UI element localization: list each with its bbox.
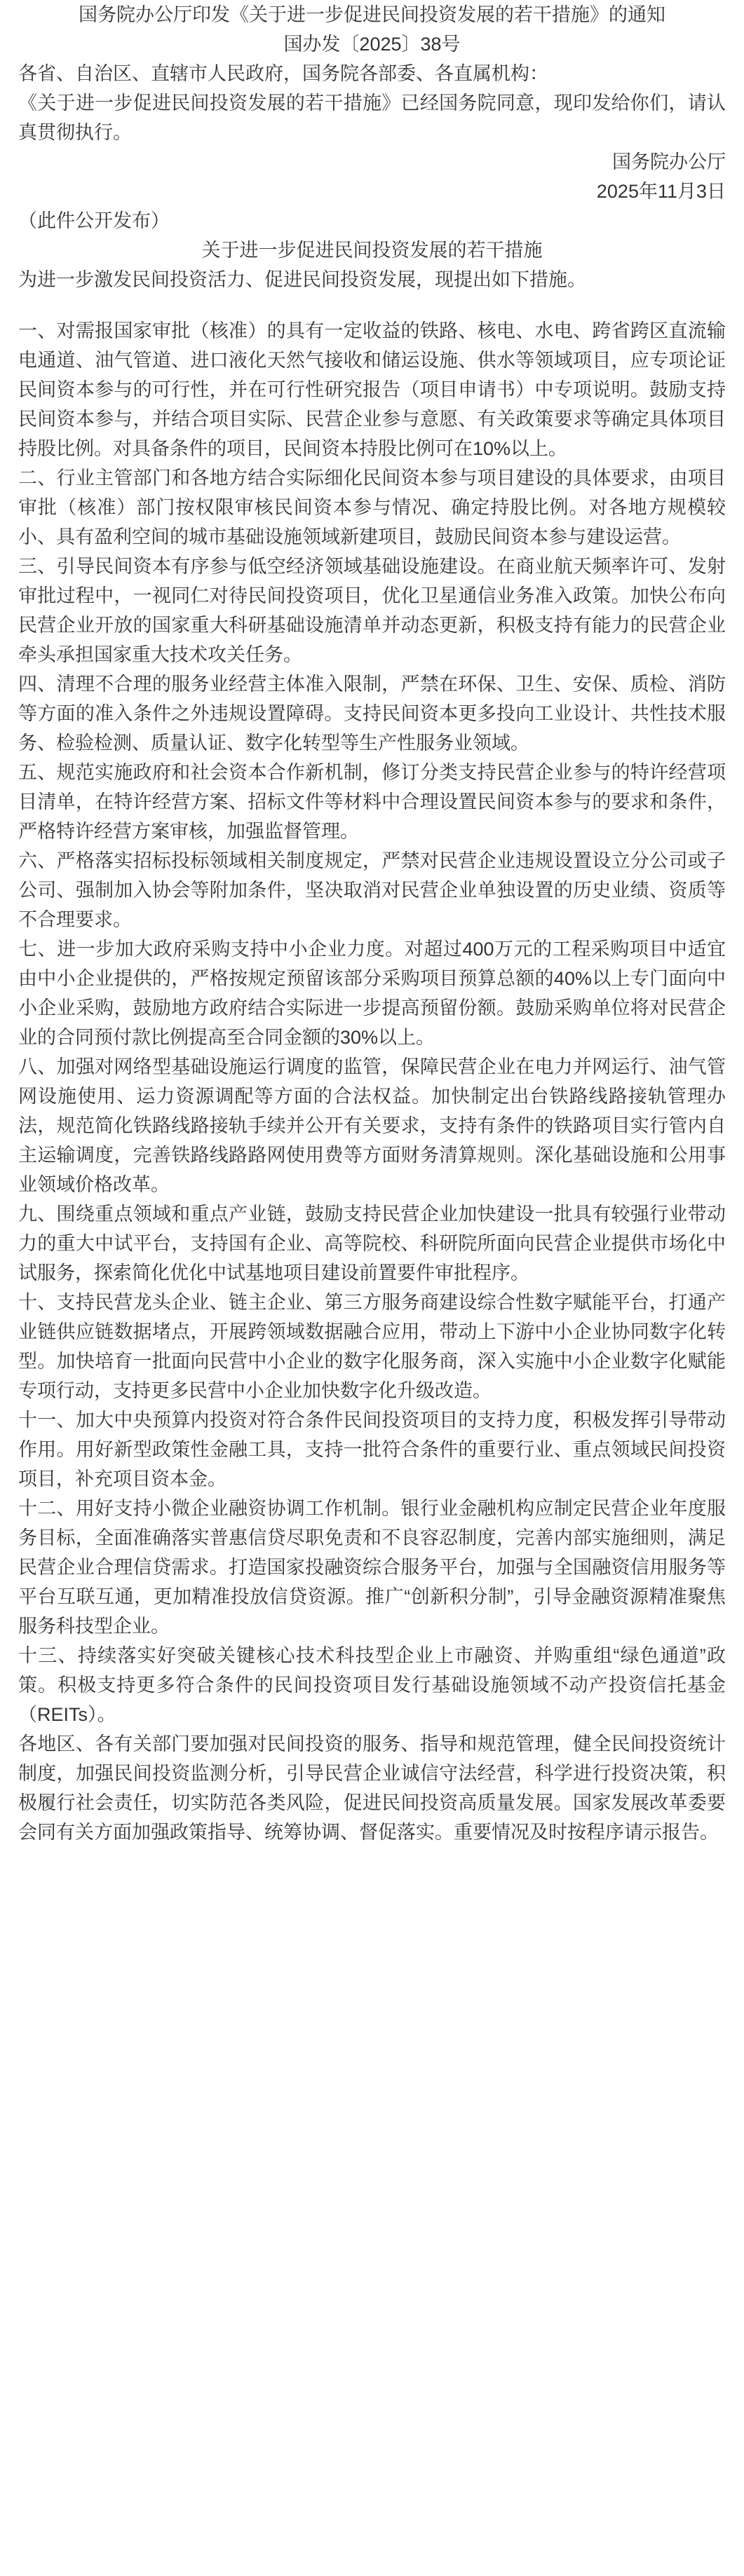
measure-paragraph-7: 七、进一步加大政府采购支持中小企业力度。对超过400万元的工程采购项目中适宜由中小企业提供的，严格按规定预留该部分采购项目预算总额的40%以上专门面向中小企业采购，鼓励地方政府结合实际进一步提高预留份额。鼓励采购单位将对民营企业的合同预付款比例提高至合同金额的30%以上。 [18, 939, 726, 1048]
measure-paragraph-5: 五、规范实施政府和社会资本合作新机制，修订分类支持民营企业参与的特许经营项目清单，在特许经营方案、招标文件等材料中合理设置民间资本参与的要求和条件，严格特许经营方案审核，加强监督管理。 [18, 762, 726, 842]
measure-paragraph-9: 九、围绕重点领域和重点产业链，鼓励支持民营企业加快建设一批具有较强行业带动力的重大中试平台，支持国有企业、高等院校、科研院所面向民营企业提供市场化中试服务，探索简化优化中试基地项目建设前置要件审批程序。 [18, 1204, 726, 1283]
notice-body-paragraph: 《关于进一步促进民间投资发展的若干措施》已经国务院同意，现印发给你们，请认真贯彻执行。 [18, 93, 726, 143]
measure-paragraph-4: 四、清理不合理的服务业经营主体准入限制，严禁在环保、卫生、安保、质检、消防等方面的准入条件之外违规设置障碍。支持民间资本更多投向工业设计、共性技术服务、检验检测、质量认证、数字化转型等生产性服务业领域。 [18, 674, 726, 754]
doc-number: 国办发〔2025〕38号 [283, 34, 461, 55]
issuer-signature: 国务院办公厅 [612, 151, 726, 172]
measure-paragraph-2: 二、行业主管部门和各地方结合实际细化民间资本参与项目建设的具体要求，由项目审批（核准）部门按权限审核民间资本参与情况、确定持股比例。对各地方规模较小、具有盈利空间的城市基础设施领域新建项目，鼓励民间资本参与建设运营。 [18, 468, 726, 547]
measure-paragraph-13: 十三、持续落实好突破关键核心技术科技型企业上市融资、并购重组“绿色通道”政策。积极支持更多符合条件的民间投资项目发行基础设施领域不动产投资信托基金（REITs）。 [18, 1645, 726, 1725]
measure-paragraph-12: 十二、用好支持小微企业融资协调工作机制。银行业金融机构应制定民营企业年度服务目标，全面准确落实普惠信贷尽职免责和不良容忍制度，完善内部实施细则，满足民营企业合理信贷需求。打造国家投融资综合服务平台，加强与全国融资信用服务等平台互联互通，更加精准投放信贷资源。推广“创新积分制”，引导金融资源精准聚焦服务科技型企业。 [18, 1498, 726, 1637]
measure-paragraph-3: 三、引导民间资本有序参与低空经济领域基础设施建设。在商业航天频率许可、发射审批过程中，一视同仁对待民间投资项目，优化卫星通信业务准入政策。加快公布向民营企业开放的国家重大科研基础设施清单并动态更新，积极支持有能力的民营企业牵头承担国家重大技术攻关任务。 [18, 556, 726, 665]
public-release-note: （此件公开发布） [18, 210, 170, 231]
closing-paragraph: 各地区、各有关部门要加强对民间投资的服务、指导和规范管理，健全民间投资统计制度，加强民间投资监测分析，引导民营企业诚信守法经营，科学进行投资决策，积极履行社会责任，切实防范各类风险，促进民间投资高质量发展。国家发展改革委要会同有关方面加强政策指导、统筹协调、督促落实。重要情况及时按程序请示报告。 [18, 1733, 726, 1843]
notice-title: 国务院办公厅印发《关于进一步促进民间投资发展的若干措施》的通知 [79, 4, 665, 25]
issue-date: 2025年11月3日 [596, 181, 726, 202]
measure-paragraph-1: 一、对需报国家审批（核准）的具有一定收益的铁路、核电、水电、跨省跨区直流输电通道、油气管道、进口液化天然气接收和储运设施、供水等领域项目，应专项论证民间资本参与的可行性，并在可行性研究报告（项目申请书）中专项说明。鼓励支持民间资本参与，并结合项目实际、民营企业参与意愿、有关政策要求等确定具体项目持股比例。对具备条件的项目，民间资本持股比例可在10%以上。 [18, 320, 726, 459]
measure-paragraph-10: 十、支持民营龙头企业、链主企业、第三方服务商建设综合性数字赋能平台，打通产业链供应链数据堵点，开展跨领域数据融合应用，带动上下游中小企业协同数字化转型。加快培育一批面向民营中小企业的数字化服务商，深入实施中小企业数字化赋能专项行动，支持更多民营中小企业加快数字化升级改造。 [18, 1292, 726, 1401]
measure-paragraph-6: 六、严格落实招标投标领域相关制度规定，严禁对民营企业违规设置设立分公司或子公司、强制加入协会等附加条件，坚决取消对民营企业单独设置的历史业绩、资质等不合理要求。 [18, 850, 726, 930]
salutation: 各省、自治区、直辖市人民政府，国务院各部委、各直属机构： [18, 63, 548, 84]
measures-intro: 为进一步激发民间投资活力、促进民间投资发展，现提出如下措施。 [18, 269, 586, 290]
measure-paragraph-8: 八、加强对网络型基础设施运行调度的监管，保障民营企业在电力并网运行、油气管网设施使用、运力资源调配等方面的合法权益。加快制定出台铁路线路接轨管理办法，规范简化铁路线路接轨手续并公开有关要求，支持有条件的铁路项目实行管内自主运输调度，完善铁路线路路网使用费等方面财务清算规则。深化基础设施和公用事业领域价格改革。 [18, 1056, 726, 1195]
measures-title: 关于进一步促进民间投资发展的若干措施 [201, 240, 543, 261]
measure-paragraph-11: 十一、加大中央预算内投资对符合条件民间投资项目的支持力度，积极发挥引导带动作用。用好新型政策性金融工具，支持一批符合条件的重要行业、重点领域民间投资项目，补充项目资本金。 [18, 1410, 726, 1490]
